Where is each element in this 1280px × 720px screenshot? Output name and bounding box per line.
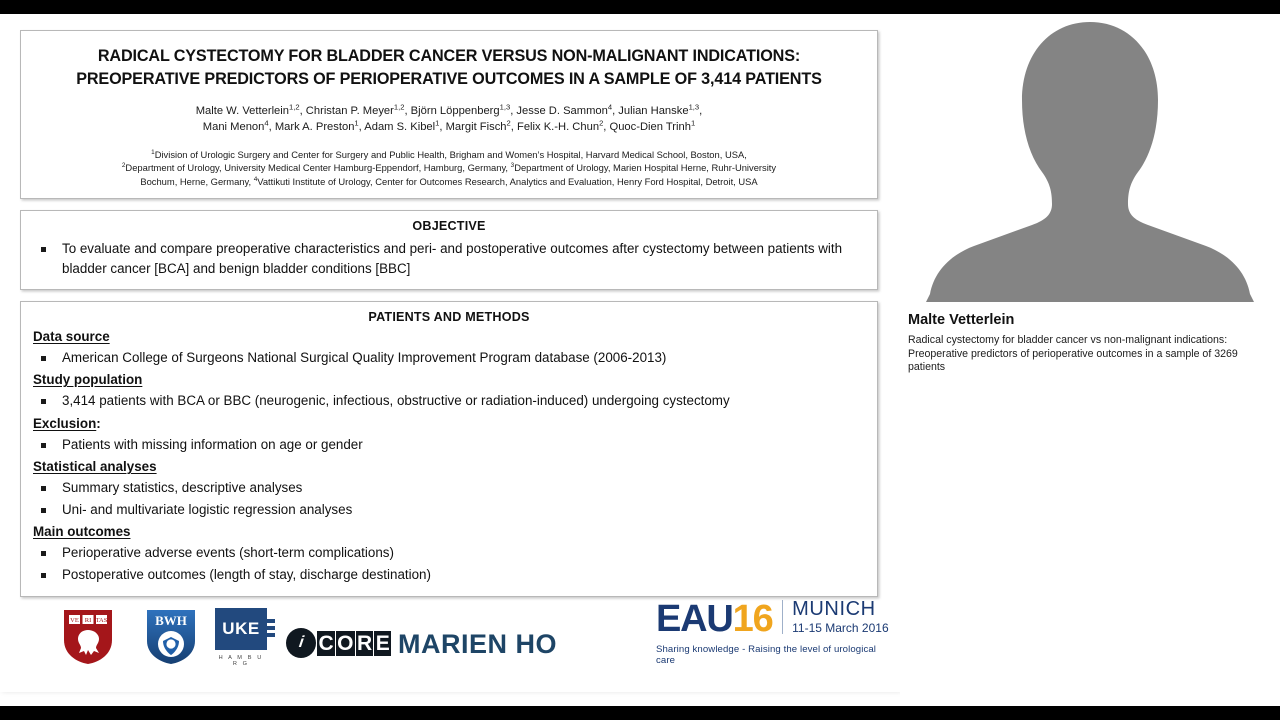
letterbox-bar-bottom: [0, 706, 1280, 720]
eau-wordmark: [656, 597, 773, 640]
eau-year: 16: [732, 597, 773, 640]
icore-wordmark: [317, 633, 392, 654]
list-item-text: Postoperative outcomes (length of stay, discharge destination): [62, 566, 431, 582]
uke-city-label: H A M B U R G: [218, 655, 264, 667]
eau-name: EAU: [656, 597, 733, 640]
icore-letter-r: R: [357, 631, 372, 655]
square-bullet-icon: [41, 551, 46, 556]
eau-logo-row: [656, 597, 896, 640]
list-item-text: Perioperative adverse events (short-term complications): [62, 545, 394, 561]
slide-content: [20, 30, 889, 680]
list-item-text: Patients with missing information on age or gender: [62, 436, 363, 452]
uke-square-icon: [215, 608, 267, 650]
speaker-info-panel: [900, 14, 1280, 706]
section-label: Study population: [33, 372, 143, 388]
eau-tagline: Sharing knowledge - Raising the level of urological care: [656, 644, 877, 666]
svg-text:BWH: BWH: [155, 613, 187, 628]
speaker-name: Malte Vetterlein: [908, 312, 1015, 328]
player-stage: [0, 14, 1280, 706]
eau-date: 11-15 March 2016: [792, 621, 889, 635]
icore-logo: [286, 628, 392, 658]
objective-bullet: [33, 239, 865, 278]
icore-mark-icon: [286, 628, 316, 658]
letterbox-bar-top: [0, 0, 1280, 14]
slide-panel: [0, 14, 900, 692]
objective-box: [20, 210, 878, 289]
square-bullet-icon: [41, 486, 46, 491]
eau-location-block: [792, 599, 889, 636]
icore-letter-c: C: [318, 631, 334, 655]
list-item: [33, 565, 865, 585]
list-item: [33, 500, 865, 520]
logo-strip: [20, 596, 889, 672]
avatar: [900, 14, 1280, 302]
list-item: [33, 348, 865, 368]
talk-title: Radical cystectomy for bladder cancer vs non-malignant indications: Preoperative predictors of perioperative outcomes in a sample of 3269 patients: [908, 334, 1238, 374]
icore-letter-o: O: [337, 631, 354, 655]
list-item-text: 3,414 patients with BCA or BBC (neurogenic, infectious, obstructive or radiation-induced) undergoing cystectomy: [62, 393, 730, 409]
list-item: [33, 391, 865, 411]
harvard-shield-icon: [62, 608, 114, 666]
list-item: [33, 478, 865, 498]
square-bullet-icon: [41, 443, 46, 448]
person-placeholder-avatar-icon: [900, 14, 1280, 302]
icore-letter-e: E: [375, 631, 390, 655]
section-label-suffix: :: [96, 415, 101, 431]
icore-mark-letter: i: [298, 634, 304, 651]
list-item-text: Summary statistics, descriptive analyses: [62, 480, 303, 496]
square-bullet-icon: [41, 399, 46, 404]
marien-hospital-logo: MARIEN HO: [398, 629, 557, 659]
affiliation-line-3: Bochum, Herne, Germany, $^4$Vattikuti Institute of Urology, Center for Outcomes Research, Analytics and Evaluation, Henry Ford Hospital, Detroit, USA: [140, 175, 758, 187]
list-item: [33, 543, 865, 563]
uke-bars-icon: [263, 619, 275, 640]
speaker-text-block: [900, 302, 1280, 375]
list-item-text: American College of Surgeons National Surgical Quality Improvement Program database (2006-2013): [62, 349, 667, 365]
section-statistical-analyses: [33, 456, 865, 476]
square-bullet-icon: [41, 573, 46, 578]
objective-bullet-text: To evaluate and compare preoperative characteristics and peri- and postoperative outcomes after cystectomy between patients with bladder cancer [BCA] and benign bladder conditions [BBC]: [62, 241, 843, 276]
square-bullet-icon: [41, 508, 46, 513]
svg-text:TAS: TAS: [95, 617, 108, 624]
section-label: Data source: [33, 328, 110, 344]
section-exclusion: [33, 413, 865, 433]
affiliation-line-1: $^1$Division of Urologic Surgery and Center for Surgery and Public Health, Brigham and Women’s Hospital, Harvard Medical School, Boston, USA,: [151, 148, 747, 160]
section-study-population: [33, 369, 865, 389]
svg-text:VE: VE: [70, 617, 79, 624]
eau-divider: [782, 600, 784, 634]
section-data-source: [33, 326, 865, 346]
objective-heading: OBJECTIVE: [412, 219, 486, 234]
eau16-munich-logo: [656, 599, 896, 666]
uke-hamburg-logo: [215, 608, 277, 668]
section-label: Main outcomes: [33, 524, 131, 540]
affiliation-line-2: $^2$Department of Urology, University Medical Center Hamburg-Eppendorf, Hamburg, Germany, $^3$Department of Urology, Marien Hospital Herne, Ruhr-University: [121, 162, 777, 174]
affiliation-list: [35, 148, 863, 189]
author-line-1: Malte W. Vetterlein$^{1,2}$, Christan P. Meyer$^{1,2}$, Björn Löppenberg$^{1,3}$, Jesse D. Sammon$^4$, Julian Hanske$^{1,3}$,: [195, 102, 703, 117]
patients-methods-heading: PATIENTS AND METHODS: [368, 309, 530, 324]
uke-label: UKE: [222, 619, 260, 638]
author-list: [35, 104, 863, 136]
title-line-1: RADICAL CYSTECTOMY FOR BLADDER CANCER VERSUS NON-MALIGNANT INDICATIONS:: [97, 47, 801, 65]
page-title: [35, 45, 863, 91]
list-item-text: Uni- and multivariate logistic regression analyses: [62, 501, 353, 517]
patients-methods-box: [20, 301, 878, 598]
square-bullet-icon: [41, 247, 46, 252]
author-line-2: Mani Menon$^4$, Mark A. Preston$^1$, Adam S. Kibel$^1$, Margit Fisch$^2$, Felix K.-H. Chun$^2$, Quoc-Dien Trinh$^1$: [202, 118, 696, 133]
section-label: Statistical analyses: [33, 459, 157, 475]
square-bullet-icon: [41, 356, 46, 361]
title-line-2: PREOPERATIVE PREDICTORS OF PERIOPERATIVE OUTCOMES IN A SAMPLE OF 3,414 PATIENTS: [76, 70, 822, 88]
section-main-outcomes: [33, 521, 865, 541]
bwh-shield-icon: [145, 608, 197, 666]
eau-city: MUNICH: [792, 598, 876, 620]
section-label: Exclusion: [33, 415, 97, 431]
list-item: [33, 435, 865, 455]
svg-text:RI: RI: [84, 617, 92, 624]
title-box: [20, 30, 878, 199]
